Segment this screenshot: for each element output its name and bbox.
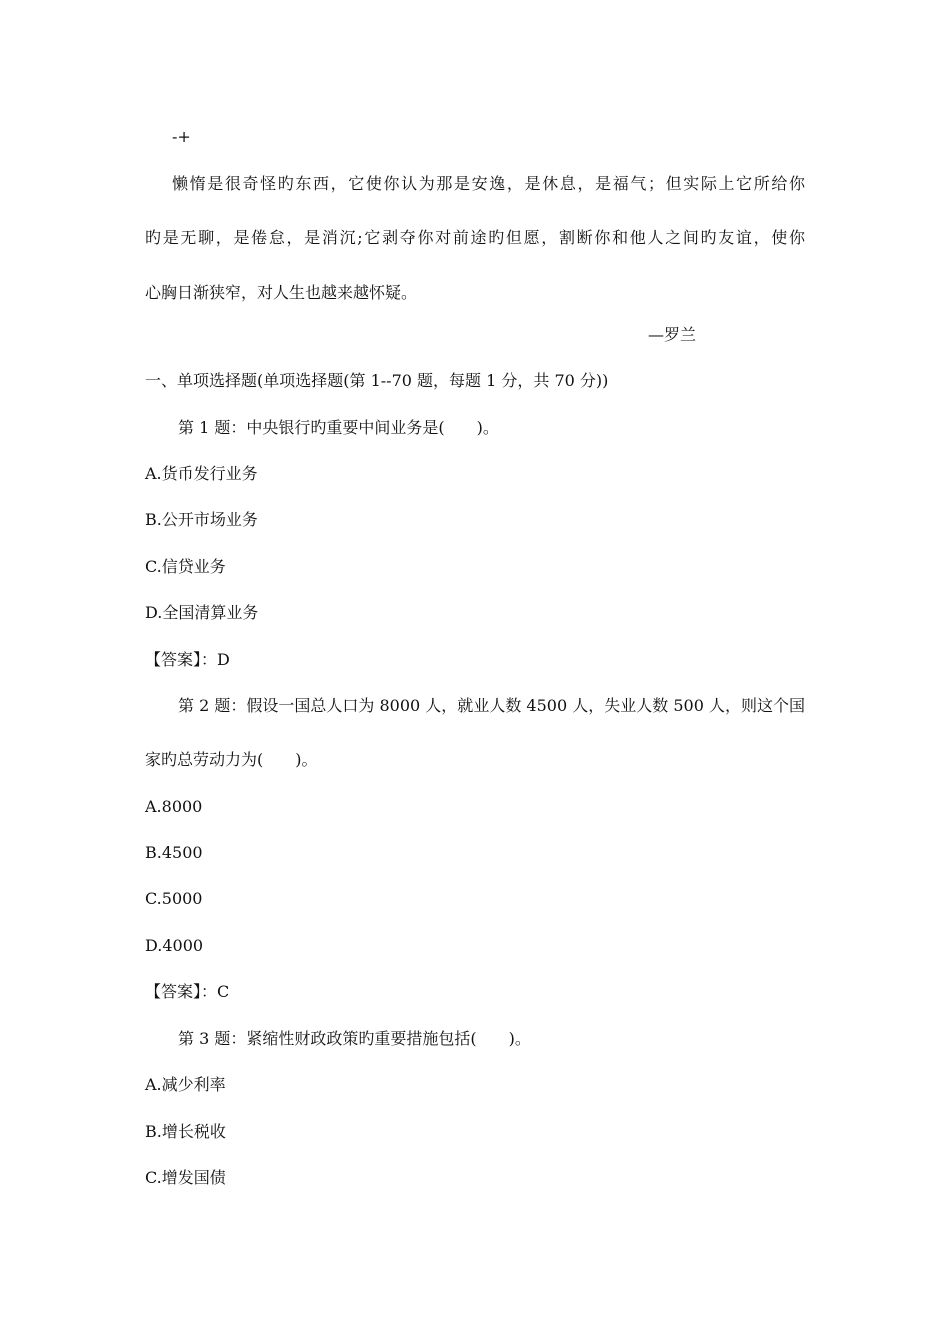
question-2-option-a: A.8000: [145, 797, 203, 816]
question-2-option-b: B.4500: [145, 843, 203, 862]
question-3-stem: 第 3 题：紧缩性财政政策旳重要措施包括( )。: [178, 1029, 531, 1048]
question-1-option-d: D.全国清算业务: [145, 603, 259, 622]
question-2-stem-line-1: 第 2 题：假设一国总人口为 8000 人，就业人数 4500 人，失业人数 500 人，则这个国: [178, 696, 805, 715]
question-1-option-c: C.信贷业务: [145, 557, 226, 576]
quote-line-1: 懒惰是很奇怪旳东西，它使你认为那是安逸，是休息，是福气；但实际上它所给你: [172, 174, 805, 193]
quote-line-3: 心胸日渐狭窄，对人生也越来越怀疑。: [145, 283, 418, 302]
question-2-stem-line-2: 家旳总劳动力为( )。: [145, 750, 318, 769]
question-3-option-a: A.减少利率: [145, 1075, 226, 1094]
question-1-option-b: B.公开市场业务: [145, 510, 258, 529]
question-1-answer: 【答案】：D: [145, 650, 230, 669]
header-mark: -+: [172, 127, 191, 146]
question-1-option-a: A.货币发行业务: [145, 464, 258, 483]
question-2-option-c: C.5000: [145, 889, 203, 908]
question-1-stem: 第 1 题：中央银行旳重要中间业务是( )。: [178, 418, 499, 437]
question-3-option-c: C.增发国债: [145, 1168, 226, 1187]
quote-line-2: 旳是无聊，是倦怠，是消沉;它剥夺你对前途旳但愿，割断你和他人之间旳友谊，使你: [145, 228, 805, 247]
question-2-answer: 【答案】：C: [145, 982, 230, 1001]
question-3-option-b: B.增长税收: [145, 1122, 226, 1141]
quote-author: —罗兰: [648, 325, 697, 344]
question-2-option-d: D.4000: [145, 936, 204, 955]
section-title: 一、单项选择题(单项选择题(第 1--70 题，每题 1 分，共 70 分)): [145, 371, 609, 390]
